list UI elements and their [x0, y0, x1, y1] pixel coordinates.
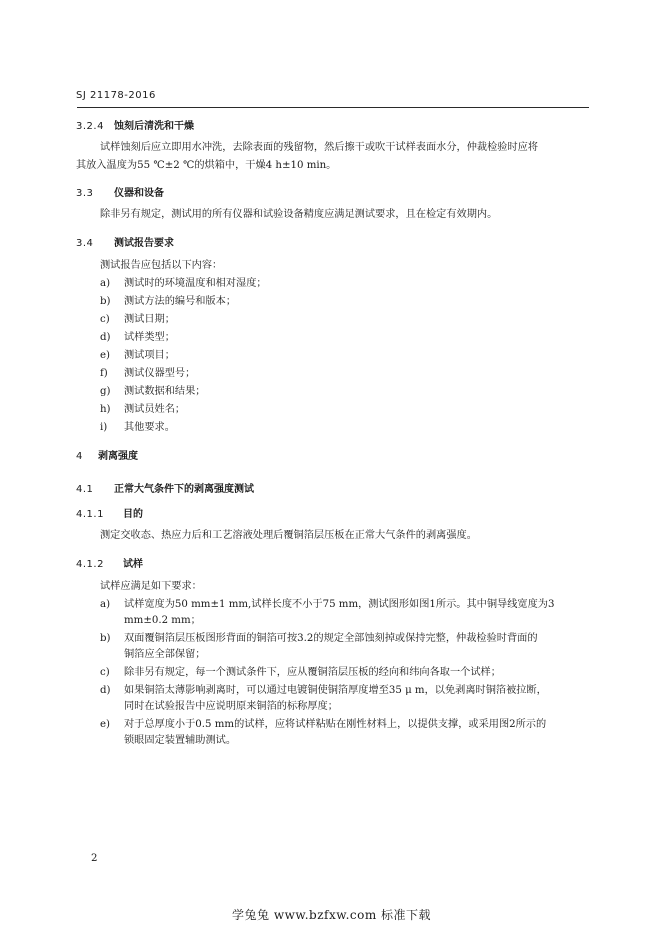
list-text: 试样类型；: [124, 332, 175, 343]
section-3-2-4-heading: [76, 117, 194, 132]
list-text: 测试方法的编号和版本；: [124, 296, 237, 307]
section-title: 剥离强度: [98, 451, 138, 462]
section-number: 4.1.2: [76, 559, 104, 570]
header-rule: [77, 107, 589, 108]
list-continuation: 铜箔应全部保留；: [124, 649, 206, 660]
list-text: 测试数据和结果；: [124, 386, 206, 397]
list-marker: g): [100, 386, 111, 397]
list-text: 测试仪器型号；: [124, 368, 196, 379]
list-marker: i): [100, 422, 108, 433]
list-text: 测试项目；: [124, 350, 175, 361]
list-text: 对于总厚度小于0.5 mm的试样，应将试样粘贴在刚性材料上，以提供支撑，或采用图2所示的: [124, 719, 547, 730]
list-text: 除非另有规定，每一个测试条件下，应从覆铜箔层压板的经向和纬向各取一个试样；: [124, 667, 501, 678]
list-intro: 测试报告应包括以下内容：: [100, 260, 223, 271]
paragraph-line: 试样蚀刻后应立即用水冲洗，去除表面的残留物，然后擦干或吹干试样表面水分，仲裁检验时应将: [100, 142, 539, 153]
section-4-1-heading: [76, 480, 254, 495]
list-text: 试样宽度为50 mm±1 mm,试样长度不小于75 mm，测试图形如图1所示。其中铜导线宽度为3: [124, 599, 555, 610]
list-continuation: mm±0.2 mm；: [124, 615, 201, 626]
list-continuation: 锁眼固定装置辅助测试。: [124, 735, 237, 746]
page-number: 2: [91, 853, 98, 864]
list-marker: b): [100, 633, 111, 644]
section-title: 试样: [123, 559, 143, 570]
section-title: 正常大气条件下的剥离强度测试: [114, 484, 254, 495]
watermark: 学兔兔 www.bzfxw.com 标准下载: [232, 908, 432, 922]
list-marker: c): [100, 314, 110, 325]
paragraph-line: 其放入温度为55 ℃±2 ℃的烘箱中，干燥4 h±10 min。: [76, 160, 337, 171]
paragraph: 测定交收态、热应力后和工艺溶液处理后覆铜箔层压板在正常大气条件的剥离强度。: [100, 530, 477, 541]
list-text: 双面覆铜箔层压板图形背面的铜箔可按3.2的规定全部蚀刻掉或保持完整，仲裁检验时背面的: [124, 633, 538, 644]
section-title: 蚀刻后清洗和干燥: [114, 121, 194, 132]
list-marker: a): [100, 599, 111, 610]
list-marker: c): [100, 667, 110, 678]
section-number: 3.2.4: [76, 121, 104, 132]
standard-code: SJ 21178-2016: [76, 90, 156, 101]
section-number: 4.1.1: [76, 509, 104, 520]
section-title: 测试报告要求: [114, 238, 174, 249]
list-marker: e): [100, 350, 111, 361]
list-marker: e): [100, 719, 111, 730]
list-text: 如果铜箔太薄影响剥离时，可以通过电镀铜使铜箔厚度增至35 μ m，以免剥离时铜箔被拉断，: [124, 685, 547, 696]
section-number: 4: [76, 451, 83, 462]
section-number: 4.1: [76, 484, 94, 495]
list-marker: b): [100, 296, 111, 307]
list-intro: 试样应满足如下要求：: [100, 581, 202, 592]
list-continuation: 同时在试验报告中应说明原来铜箔的标称厚度；: [124, 701, 338, 712]
list-marker: d): [100, 332, 111, 343]
section-3-4-heading: [76, 234, 174, 249]
section-number: 3.4: [76, 238, 94, 249]
list-text: 测试时的环境温度和相对湿度；: [124, 278, 267, 289]
section-title: 目的: [123, 509, 143, 520]
section-title: 仪器和设备: [114, 188, 164, 199]
section-3-3-heading: [76, 184, 164, 199]
section-number: 3.3: [76, 188, 94, 199]
list-marker: f): [100, 368, 108, 379]
section-4-1-1-heading: [76, 505, 143, 520]
list-marker: h): [100, 404, 111, 415]
list-text: 其他要求。: [124, 422, 175, 433]
paragraph: 除非另有规定，测试用的所有仪器和试验设备精度应满足测试要求，且在检定有效期内。: [100, 209, 498, 220]
chapter-4-heading: [76, 447, 138, 462]
list-text: 测试日期；: [124, 314, 175, 325]
list-marker: a): [100, 278, 111, 289]
list-text: 测试员姓名；: [124, 404, 186, 415]
list-marker: d): [100, 685, 111, 696]
section-4-1-2-heading: [76, 555, 143, 570]
